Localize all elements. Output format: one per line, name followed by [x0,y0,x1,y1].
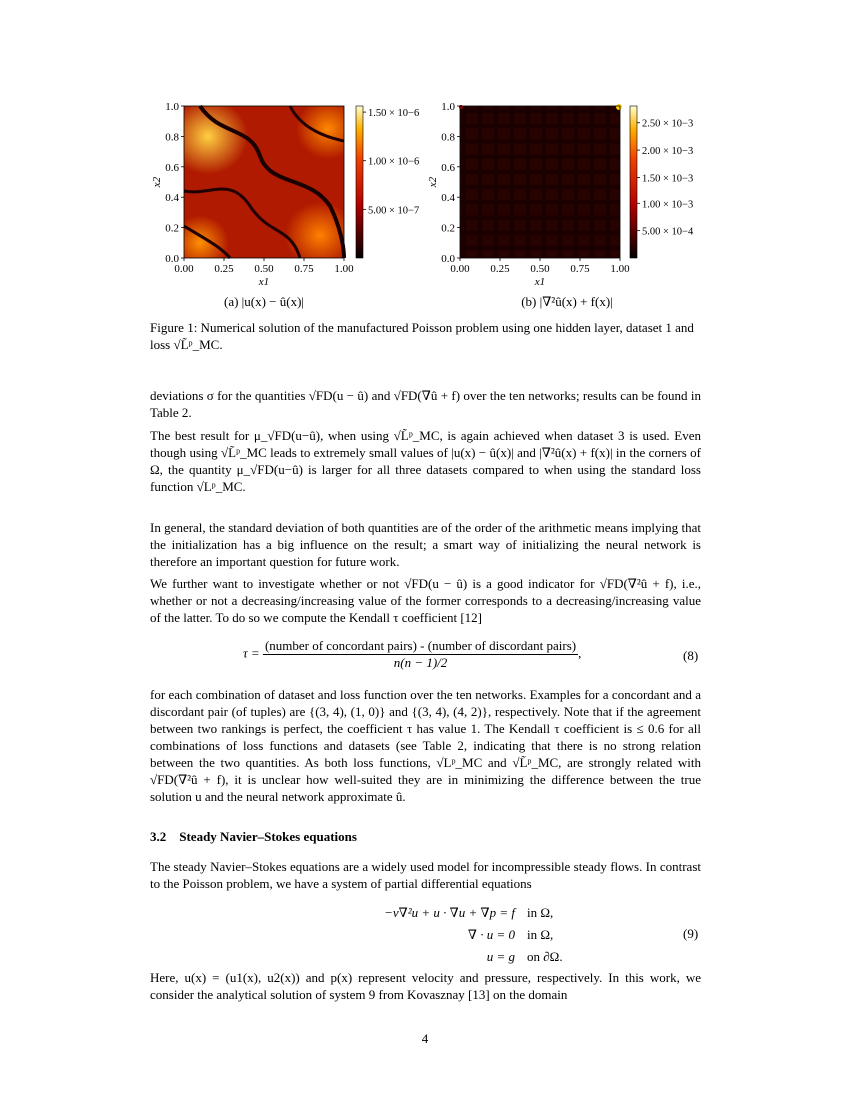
eq9-line1-lhs: −ν∇²u + u · ∇u + ∇p = f [384,905,515,920]
figure-panel-b [416,96,716,291]
panel-a-xtick-label: 1.00 [334,263,354,275]
panel-b-cbtick-label: 2.00 × 10−3 [642,146,694,158]
panel-b-cbtick-label: 2.50 × 10−3 [642,118,694,130]
paragraph-2: The best result for μ_√FD(u−û), when using √L̃ᵖ_MC, is again achieved when dataset 3 is used. Even though using √L̃ᵖ_MC leads to extremely small values of |u(x) − û(x)| and |∇²û(x) + f(x)| in the corners of Ω, the quantity μ_√FD(u−û) is larger for all three datasets compared to when using the standard loss function √Lᵖ_MC. [150,428,701,494]
panel-a-xaxis-label: x1 [258,276,270,288]
panel-b-cbtick-label: 5.00 × 10−4 [642,226,694,238]
panel-b-xaxis-label: x1 [534,276,546,288]
panel-a-ytick-label: 0.2 [165,222,179,235]
panel-b-xtick-label: 1.00 [610,263,630,275]
figure-panel-a [140,96,430,291]
section-number: 3.2 [150,829,167,844]
eq9-line3-lhs: u = g [486,949,515,964]
subcaption-b: (b) |∇²û(x) + f(x)| [521,294,613,309]
panel-b-yaxis-label: x2 [427,176,439,188]
panel-a-cbtick-label: 1.00 × 10−6 [368,156,420,168]
panel-b-ytick-label: 1.0 [441,101,455,113]
eq8-denominator: n(n − 1)/2 [393,655,448,670]
panel-a-ytick-label: 0.6 [165,161,179,174]
section-title: Steady Navier–Stokes equations [179,829,357,844]
panel-b-xtick-label: 0.00 [450,263,470,275]
equation-8 [243,638,581,671]
heatmap-b [416,96,716,291]
eq8-numerator: (number of concordant pairs) - (number of discordant pairs) [264,638,577,653]
subcaption-a: (a) |u(x) − û(x)| [223,294,305,309]
equation-9 [300,905,570,971]
eq8-fraction [263,638,578,671]
eq9-number: (9) [683,926,699,941]
panel-b-ytick-label: 0.2 [441,222,455,235]
panel-a-cbtick-label: 5.00 × 10−7 [368,205,420,217]
paragraph-6: The steady Navier–Stokes equations are a widely used model for incompressible steady flows. In contrast to the Poisson problem, we have a system of partial differential equations [150,859,701,891]
panel-a-xtick-label: 0.00 [174,263,194,275]
panel-a-xtick-label: 0.25 [214,263,234,275]
eq8-number: (8) [683,648,699,663]
eq9-line2-lhs: ∇ · u = 0 [467,927,515,942]
panel-b-xtick-label: 0.25 [490,263,510,275]
eq9-line3-rhs: on ∂Ω. [527,949,563,964]
panel-b-ytick-label: 0.4 [441,192,455,205]
eq9-line1-rhs: in Ω, [527,905,554,920]
panel-b-ytick-label: 0.8 [441,131,455,144]
panel-a-ytick-label: 1.0 [165,101,179,113]
panel-a-xtick-label: 0.75 [294,263,314,275]
paragraph-4: We further want to investigate whether or not √FD(u − û) is a good indicator for √FD(∇²û + f), i.e., whether or not a decreasing/increasing value of the former corresponds to a decreasing/increasing value of the latter. To do so we compute the Kendall τ coefficient [12] [150,576,701,625]
paragraph-5: for each combination of dataset and loss function over the ten networks. Examples for a concordant and a discordant pair (of tuples) are {(3, 4), (1, 0)} and {(3, 4), (4, 2)}, respectively. Note that if the agreement between two rankings is perfect, the coefficient τ has value 1. The Kendall τ coefficient is ≤ 0.6 for all combinations of loss functions and datasets (see Table 2, indicating that there is no strong relation between the two quantities. As both loss functions, √Lᵖ_MC and √L̃ᵖ_MC, are strongly related with √FD(∇²û + f), it is unclear how well-suited they are in minimizing the difference between the true solution u and the neural network approximate û. [150,687,701,804]
paragraph-7: Here, u(x) = (u1(x), u2(x)) and p(x) represent velocity and pressure, respectively. In this work, we consider the analytical solution of system 9 from Kovasznay [13] on the domain [150,970,701,1002]
section-heading [150,829,357,845]
panel-a-ytick-label: 0.0 [165,253,179,265]
paragraph-3: In general, the standard deviation of both quantities are of the order of the arithmetic means implying that the initialization has a big influence on the result; a smart way of initializing the neural network is therefore an important question for future work. [150,520,701,569]
panel-a-yaxis-label: x2 [151,176,163,188]
panel-b-xtick-label: 0.75 [570,263,590,275]
panel-a-ytick-label: 0.8 [165,131,179,144]
panel-a-cbtick-label: 1.50 × 10−6 [368,108,420,120]
paragraph-1: deviations σ for the quantities √FD(u − û) and √FD(∇û + f) over the ten networks; results can be found in Table 2. [150,388,701,420]
eq8-tail: , [578,645,582,661]
panel-a-ytick-label: 0.4 [165,192,179,205]
page-number: 4 [421,1031,429,1046]
figure-caption: Figure 1: Numerical solution of the manufactured Poisson problem using one hidden layer, dataset 1 and loss √L̃ᵖ_MC. [150,320,694,352]
heatmap-a [140,96,430,291]
panel-b-ytick-label: 0.0 [441,253,455,265]
panel-b-cbtick-label: 1.50 × 10−3 [642,173,694,185]
panel-b-ytick-label: 0.6 [441,161,455,174]
eq8-lhs: τ = [243,645,260,661]
panel-a-xtick-label: 0.50 [254,263,274,275]
panel-b-cbtick-label: 1.00 × 10−3 [642,199,694,211]
eq9-line2-rhs: in Ω, [527,927,554,942]
panel-b-xtick-label: 0.50 [530,263,550,275]
